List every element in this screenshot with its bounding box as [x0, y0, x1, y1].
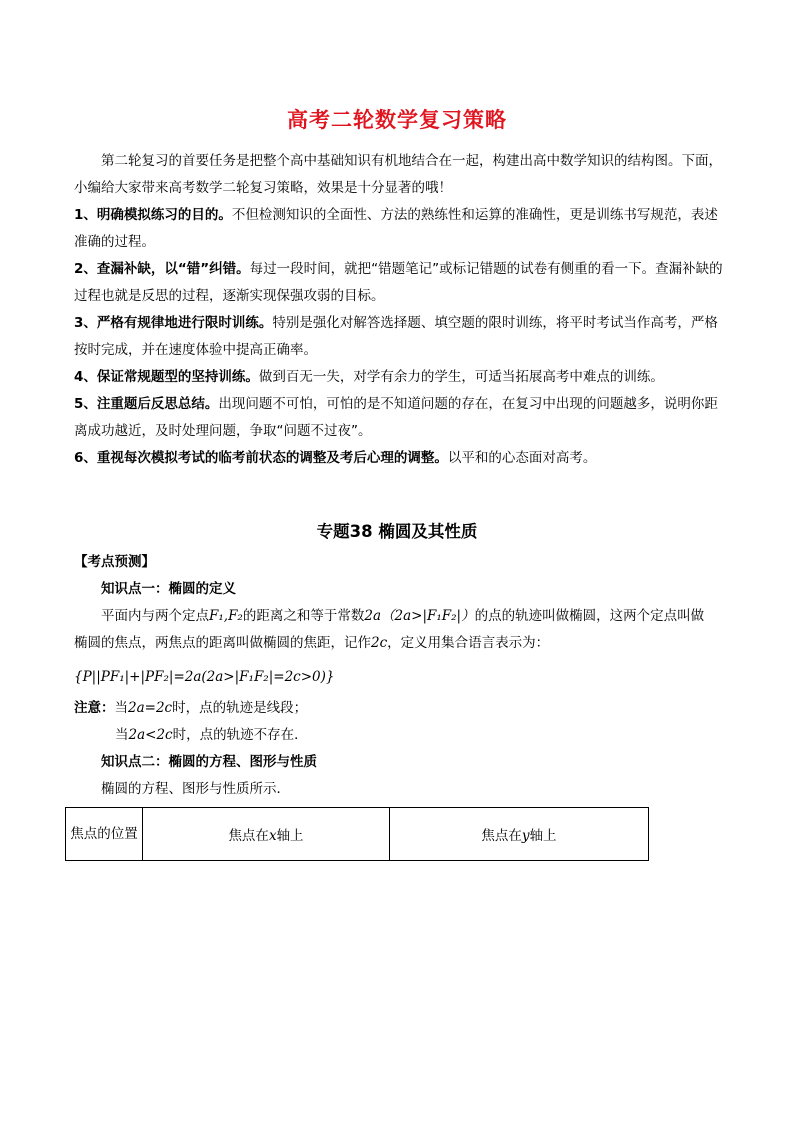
page-title: 高考二轮数学复习策略 — [287, 108, 507, 132]
note-label: 注意： — [74, 700, 115, 716]
strategy-head: 4、保证常规题型的坚持训练。 — [74, 369, 259, 385]
strategy-body: 每过一段时间，就把“错题笔记”或标记错题的试卷有侧重的看一下。查漏补缺的过程也就是反思的过程，逐渐实现保强攻弱的目标。 — [74, 261, 723, 304]
note-math: 2a=2c — [128, 700, 173, 716]
strategy-body: 出现问题不可怕，可怕的是不知道问题的存在，在复习中出现的问题越多，说明你距离成功越近，及时处理问题，争取“问题不过夜”。 — [74, 396, 718, 439]
note-line-2 — [115, 722, 308, 749]
strategy-item-4 — [74, 364, 724, 391]
strategy-body: 以平和的心态面对高考。 — [447, 450, 597, 466]
knowledge-point-2: 知识点二：椭圆的方程、图形与性质 — [101, 754, 317, 770]
axis-variable: y — [521, 828, 530, 844]
foci-symbols: F₁,F₂ — [209, 608, 243, 624]
strategy-item-2 — [74, 256, 724, 310]
constant-condition: 2a（2a>|F₁F₂|） — [364, 608, 475, 624]
strategy-body: 做到百无一失，对学有余力的学生，可适当拓展高考中难点的训练。 — [258, 369, 664, 385]
note-text: 时，点的轨迹不存在． — [172, 727, 308, 743]
definition-text: 的点的轨迹叫做椭圆，这两个定点叫做 — [474, 608, 705, 624]
definition-line-1 — [101, 603, 704, 630]
table-row — [66, 808, 649, 861]
topic-title: 专题38 椭圆及其性质 — [316, 522, 478, 541]
strategy-head: 1、明确模拟练习的目的。 — [74, 207, 232, 223]
note-text: 时，点的轨迹是线段； — [172, 700, 308, 716]
set-expression: {P||PF₁|+|PF₂|=2a(2a>|F₁F₂|=2c>0)} — [74, 669, 335, 685]
strategy-body: 不但检测知识的全面性、方法的熟练性和运算的准确性，更是训练书写规范，表述准确的过程。 — [74, 207, 718, 250]
focal-distance-symbol: 2c — [371, 635, 388, 651]
note-text: 当 — [114, 700, 128, 716]
definition-text: 椭圆的焦点，两焦点的距离叫做椭圆的焦距，记作 — [74, 635, 371, 651]
header-text: 焦点在 — [481, 828, 522, 844]
strategy-body: 特别是强化对解答选择题、填空题的限时训练，将平时考试当作高考，严格按时完成，并在速度体验中提高正确率。 — [74, 315, 718, 358]
knowledge-point-1: 知识点一：椭圆的定义 — [101, 581, 236, 597]
table-header-focus-position: 焦点的位置 — [66, 808, 143, 861]
strategy-head: 3、严格有规律地进行限时训练。 — [74, 315, 273, 331]
note-math: 2a<2c — [128, 727, 173, 743]
strategy-item-6 — [74, 445, 724, 472]
section-label: 【考点预测】 — [74, 554, 155, 570]
table-header-focus-x — [143, 808, 390, 861]
table-header-focus-y — [390, 808, 649, 861]
strategy-item-5 — [74, 391, 724, 445]
intro-paragraph: 第二轮复习的首要任务是把整个高中基础知识有机地结合在一起，构建出高中数学知识的结构图。下面，小编给大家带来高考数学二轮复习策略，效果是十分显著的哦！ — [74, 153, 722, 196]
definition-text: ，定义用集合语言表示为： — [387, 635, 550, 651]
header-text: 轴上 — [529, 828, 557, 844]
header-text: 焦点在 — [228, 828, 269, 844]
knowledge-point-2-desc: 椭圆的方程、图形与性质所示． — [101, 781, 290, 797]
header-text: 轴上 — [276, 828, 304, 844]
definition-text: 的距离之和等于常数 — [242, 608, 365, 624]
note-line-1 — [74, 695, 307, 722]
definition-text: 平面内与两个定点 — [101, 608, 209, 624]
note-text: 当 — [115, 727, 129, 743]
strategy-item-3 — [74, 310, 724, 364]
ellipse-properties-table — [65, 807, 649, 861]
definition-line-2 — [74, 630, 549, 657]
strategy-head: 5、注重题后反思总结。 — [74, 396, 219, 412]
strategy-head: 2、查漏补缺，以“错”纠错。 — [74, 261, 250, 277]
strategy-head: 6、重视每次模拟考试的临考前状态的调整及考后心理的调整。 — [74, 450, 448, 466]
axis-variable: x — [268, 828, 277, 844]
strategy-item-1 — [74, 202, 724, 256]
